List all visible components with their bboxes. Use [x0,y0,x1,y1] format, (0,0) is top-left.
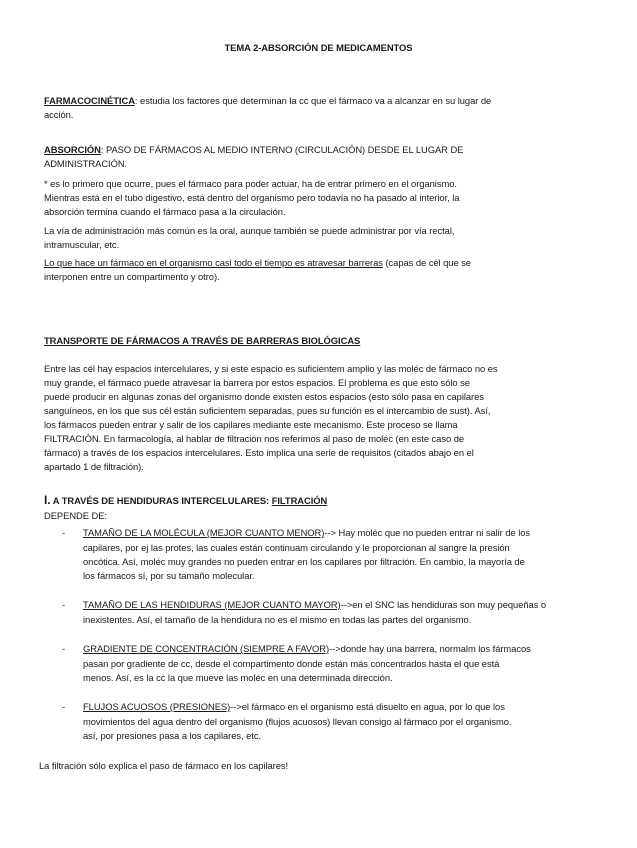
absorcion-p3-line-2: interponen entre un compartimento y otro). [44,271,220,282]
list-bullet: - [62,599,66,610]
transporte-line: FILTRACIÓN. En farmacología, al hablar de filtración nos referimos al paso de moléc (en este caso de [44,433,465,444]
transporte-line: fármaco) a través de los espacios intercelulares. Esto implica una serie de requisitos (citados abajo en el [44,447,474,458]
list-item-line: pasan por gradiente de cc, desde el compartimento donde están más concentrados hasta el que está [83,658,500,669]
list-item-line: oncótica. Así, moléc muy grandes no pueden entrar en los capilares por filtración. En cambio, la mayoría de [83,556,525,567]
transporte-heading: TRANSPORTE DE FÁRMACOS A TRAVÉS DE BARRERAS BIOLÓGICAS [44,335,361,346]
list-item-line: inexistentes. Así, el tamaño de la hendidura no es el mismo en todas las partes del organismo. [83,614,472,625]
list-item-line: así, por presiones pasa a los capilares, etc. [83,730,262,741]
item-label: TAMAÑO DE LAS HENDIDURAS (MEJOR CUANTO MAYOR) [83,599,341,610]
item-label: FLUJOS ACUOSOS (PRESIONES) [83,701,231,712]
list-bullet: - [62,527,66,538]
page-title: TEMA 2-ABSORCIÓN DE MEDICAMENTOS [224,42,413,53]
absorcion-p1-line: Mientras está en el tubo digestivo, está dentro del organismo pero todavía no ha pasado al interior, la [44,192,460,203]
transporte-line: muy grande, el fármaco puede atravesar la barrera por estos espacios. El problema es que esto sólo se [44,377,470,388]
absorcion-definition: : PASO DE FÁRMACOS AL MEDIO INTERNO (CIRCULACIÓN) DESDE EL LUGAR DE [100,144,464,155]
section-1-heading-text: A TRAVÉS DE HENDIDURAS INTERCELULARES: [50,495,272,506]
depende-label: DEPENDE DE: [44,510,108,521]
item-text: -->el fármaco en el organismo está disuelto en agua, por lo que los [230,701,505,712]
transporte-line: Entre las cél hay espacios intercelulares, y si este espacio es suficientem amplio y las moléc de fármaco no es [44,363,498,374]
absorcion-p2-line: La vía de administración más común es la oral, aunque también se puede administrar por vía rectal, [44,225,455,236]
list-bullet: - [62,701,66,712]
list-item-line: movimientos del agua dentro del organismo (flujos acuosos) llevan consigo al fármaco por el organismo. [83,716,512,727]
item-label: TAMAÑO DE LA MOLÉCULA (MEJOR CUANTO MENOR) [83,527,325,538]
closing-note: La filtración sólo explica el paso de fármaco en los capilares! [39,760,289,771]
list-item-line-1 [83,526,530,539]
item-text: -->en el SNC las hendiduras son muy pequeñas o [340,599,547,610]
transporte-line: sanguíneos, en los que sus cél están suficientem separadas, pues su función es el intercambio de sust). Así, [44,405,491,416]
section-1-numeral: I. [44,493,51,507]
list-item-line: los fármacos sí, por su tamaño molecular. [83,570,255,581]
section-1-heading [44,494,327,507]
farmacocinetica-line-2: acción. [44,109,74,120]
list-item-line: menos. Así, es la cc la que mueve las moléc en una determinada dirección. [83,672,393,683]
transporte-line: puede producir en algunas zonas del organismo donde existen estos espacios (esto sólo pasa en capilares [44,391,484,402]
list-bullet: - [62,643,66,654]
farmacocinetica-term: FARMACOCINÉTICA [44,95,135,106]
absorcion-p2-line: intramuscular, etc. [44,239,120,250]
absorcion-p3-line-1 [44,256,471,269]
list-item-line-1 [83,598,546,611]
filtracion-underlined: FILTRACIÓN [271,495,328,506]
barreras-rest: (capas de cél que se [382,257,471,268]
item-label: GRADIENTE DE CONCENTRACIÓN (SIEMPRE A FAVOR) [83,643,330,654]
farmacocinetica-line-1 [44,94,491,107]
barreras-underlined: Lo que hace un fármaco en el organismo casi todo el tiempo es atravesar barreras [44,257,383,268]
absorcion-p1-line: absorción termina cuando el fármaco pasa a la circulación. [44,206,286,217]
list-item-line: capilares, por ej las protes, las cuales están continuam circulando y le proporcionan al sangre la presión [83,542,510,553]
absorcion-line-1 [44,143,463,156]
transporte-line: apartado 1 de filtración). [44,461,144,472]
item-text: --> Hay moléc que no pueden entrar ni salir de los [324,527,531,538]
list-item-line-1 [83,700,505,713]
list-item-line-1 [83,642,531,655]
absorcion-p1-line: * es lo primero que ocurre, pues el fármaco para poder actuar, ha de entrar primero en el organismo. [44,178,457,189]
item-text: -->donde hay una barrera, normalm los fármacos [329,643,531,654]
farmacocinetica-definition: : estudia los factores que determinan la cc que el fármaco va a alcanzar en su lugar de [134,95,492,106]
transporte-line: los fármacos pueden entrar y salir de los capilares mediante este mecanismo. Este proceso se llama [44,419,458,430]
absorcion-line-2: ADMINISTRACIÓN. [44,158,128,169]
absorcion-term: ABSORCIÓN [44,144,101,155]
